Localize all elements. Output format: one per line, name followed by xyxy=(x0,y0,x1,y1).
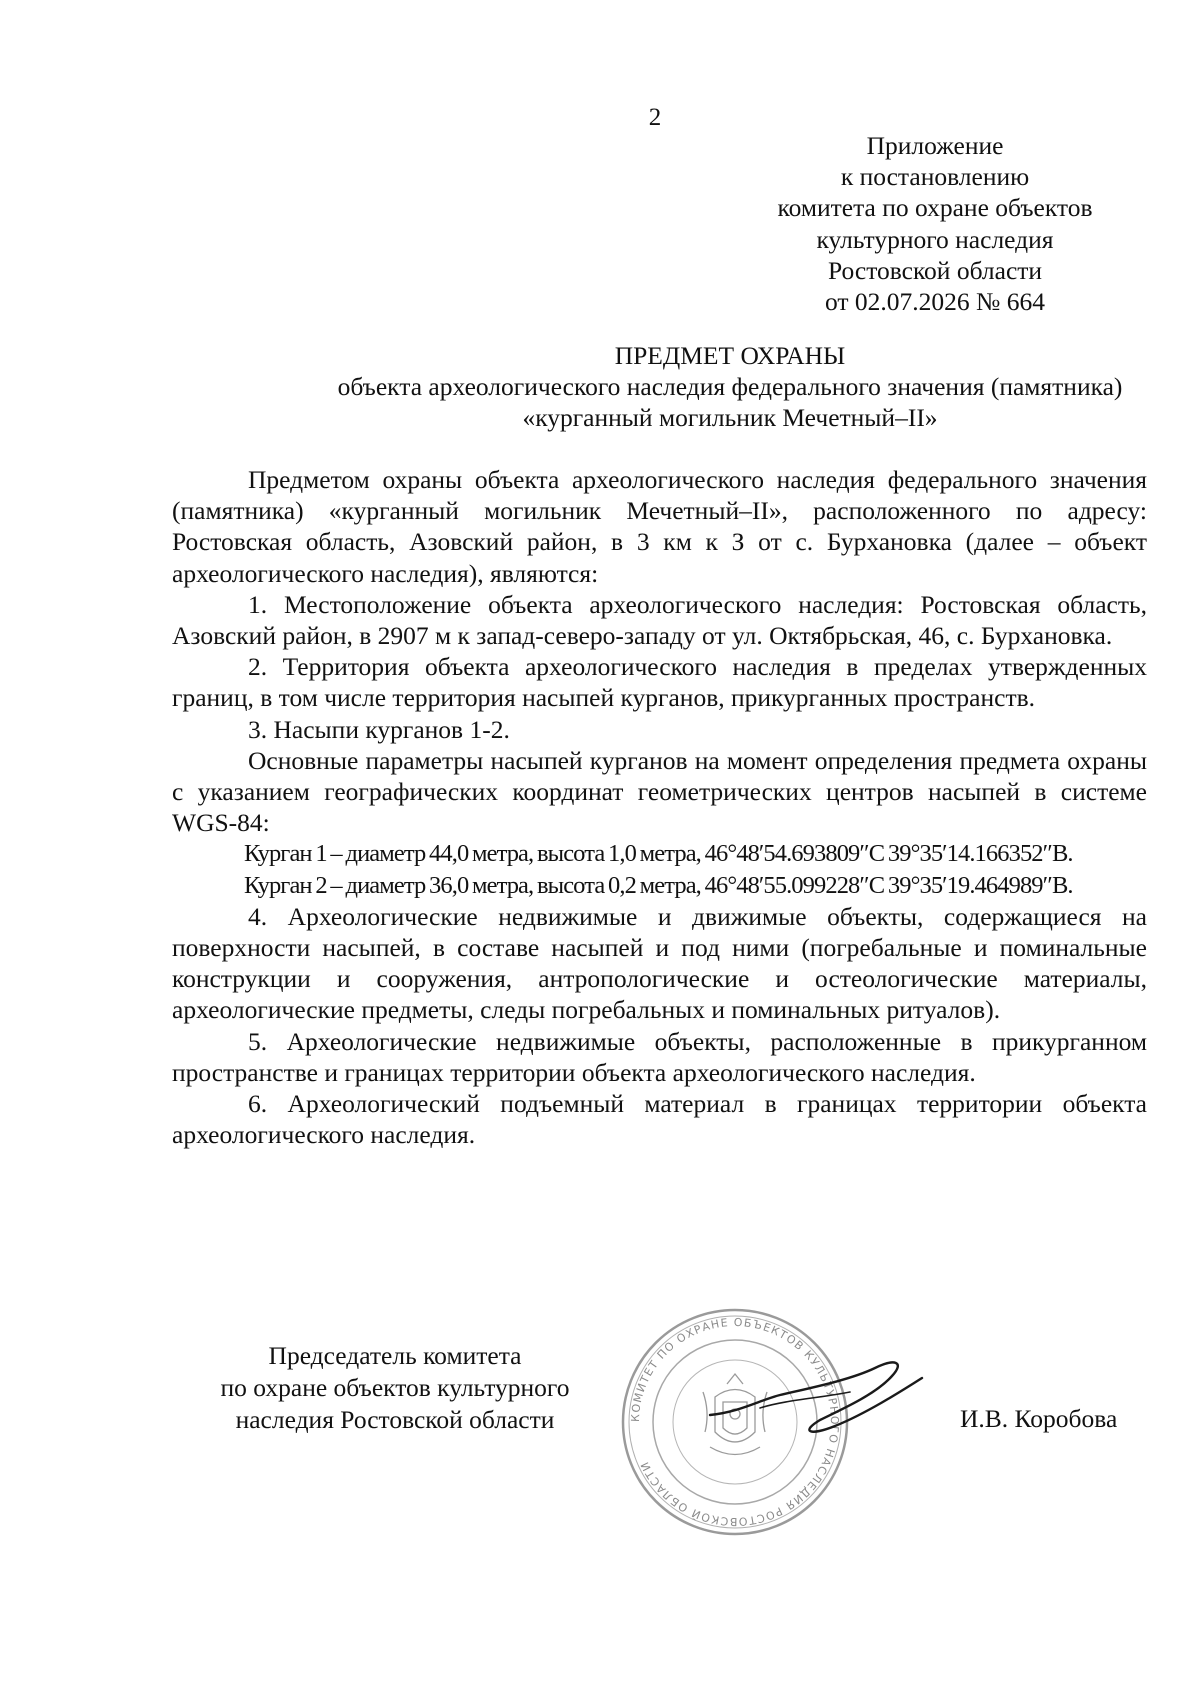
document-title xyxy=(160,340,1200,433)
body-paragraph: 2. Территория объекта археологического наследия в пределах утвержденных границ, в том числе территория насыпей курганов, прикурганных пространств. xyxy=(172,652,1147,713)
kurgan-parameters: Курган 2 – диаметр 36,0 метра, высота 0,2 метра, 46°48′55.099228″С 39°35′19.464989″В. xyxy=(244,871,1073,899)
title-heading: ПРЕДМЕТ ОХРАНЫ xyxy=(614,341,846,370)
title-subtitle-line: объекта археологического наследия федерального значения (памятника) xyxy=(337,372,1123,401)
body-paragraph: 3. Насыпи курганов 1-2. xyxy=(248,714,510,744)
appendix-line: Ростовской области xyxy=(827,255,1043,285)
appendix-line: культурного наследия xyxy=(816,224,1054,254)
appendix-line: комитета по охране объектов xyxy=(777,193,1093,223)
signatory-position-line: наследия Ростовской области xyxy=(235,1405,555,1434)
document-body xyxy=(172,464,1147,1150)
body-paragraph: Предметом охраны объекта археологического наследия федерального значения (памятника) «курганный могильник Мечетный–II», расположенного по адресу: Ростовская область, Азовский район, в 3 км к З от с. Бурхановка (далее – объект археологического наследия), являются: xyxy=(172,465,1147,588)
body-paragraph: 1. Местоположение объекта археологического наследия: Ростовская область, Азовский район, в 2907 м к запад-северо-западу от ул. Октябрьская, 46, с. Бурхановка. xyxy=(172,589,1147,651)
appendix-line: от 02.07.2026 № 664 xyxy=(824,287,1045,317)
signatory-position-line: по охране объектов культурного xyxy=(220,1373,570,1402)
signatory-name: И.В. Коробова xyxy=(960,1404,1118,1433)
handwritten-signature xyxy=(700,1340,940,1460)
appendix-line: Приложение xyxy=(866,131,1004,160)
kurgan-parameters: Курган 1 – диаметр 44,0 метра, высота 1,0 метра, 46°48′54.693809″С 39°35′14.166352″В. xyxy=(244,840,1073,868)
body-paragraph: Основные параметры насыпей курганов на момент определения предмета охраны с указанием географических координат геометрических центров насыпей в системе WGS-84: xyxy=(172,745,1147,838)
signatory-position-line: Председатель комитета xyxy=(268,1341,522,1370)
appendix-header xyxy=(755,130,1115,317)
stamp-ring-text: КОМИТЕТ ПО ОХРАНЕ ОБЪЕКТОВ КУЛЬТУРНОГО НАСЛЕДИЯ РОСТОВСКОЙ ОБЛАСТИ xyxy=(628,1315,842,1529)
body-paragraph: 4. Археологические недвижимые и движимые объекты, содержащиеся на поверхности насыпей, в составе насыпей и под ними (погребальные и поминальные конструкции и сооружения, антропологические и остеологические материалы, археологические предметы, следы погребальных и поминальных ритуалов). xyxy=(172,901,1147,1025)
title-subtitle-line: «курганный могильник Мечетный–II» xyxy=(522,403,938,432)
body-paragraph: 6. Археологический подъемный материал в границах территории объекта археологического наследия. xyxy=(172,1089,1147,1150)
signatory-position xyxy=(170,1340,620,1436)
appendix-line: к постановлению xyxy=(840,162,1030,192)
page-number: 2 xyxy=(648,104,662,131)
body-paragraph: 5. Археологические недвижимые объекты, расположенные в прикурганном пространстве и границах территории объекта археологического наследия. xyxy=(172,1026,1147,1087)
